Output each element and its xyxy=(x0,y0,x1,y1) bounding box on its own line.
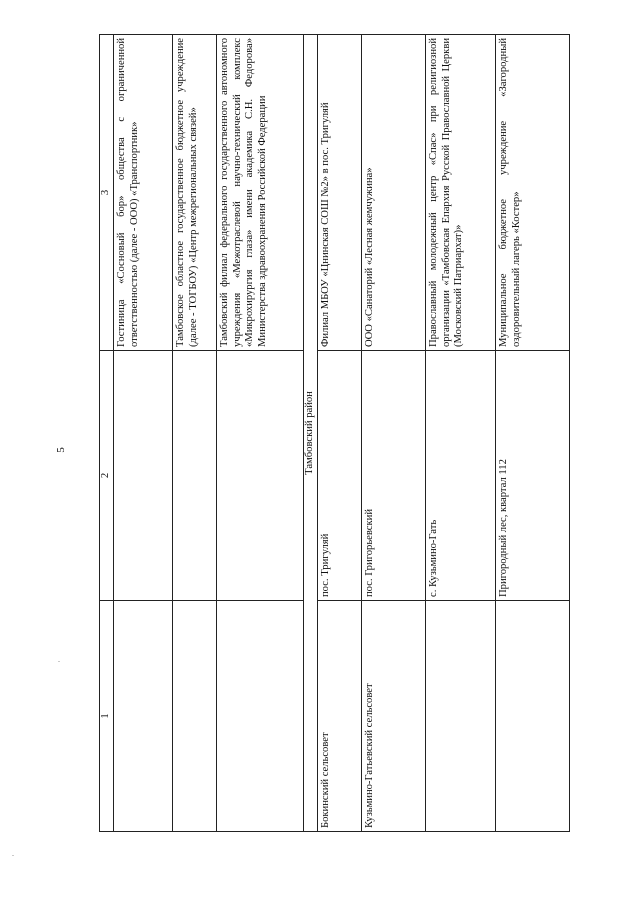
district-cell: Кузьмино-Гатьевский сельсовет xyxy=(362,601,426,832)
column-number: 2 xyxy=(100,351,114,601)
table-row xyxy=(217,35,304,832)
column-numbers-row xyxy=(100,35,114,832)
institution-cell: Гостиница «Сосновый бор» общества с ограниченной ответственностью (далее - ООО) «Транспортник» xyxy=(114,35,173,351)
rotated-table-wrapper xyxy=(99,35,570,832)
section-row xyxy=(304,35,318,832)
table-row xyxy=(318,35,362,832)
locality-cell: с. Кузьмино-Гать xyxy=(426,351,496,601)
column-number: 1 xyxy=(100,601,114,832)
stray-mark: . xyxy=(12,849,14,858)
table-row xyxy=(496,35,570,832)
institution-cell: Филиал МБОУ «Цнинская СОШ №2» в пос. Тригуляй xyxy=(318,35,362,351)
institution-cell: Тамбовское областное государственное бюджетное учреждение (далее - ТОГБОУ) «Центр межрегиональных связей» xyxy=(173,35,217,351)
locality-cell: Пригородный лес, квартал 112 xyxy=(496,351,570,601)
table-row xyxy=(114,35,173,832)
locality-cell xyxy=(173,351,217,601)
table-row xyxy=(426,35,496,832)
stray-mark: . xyxy=(58,655,60,664)
table-row xyxy=(362,35,426,832)
table-row xyxy=(173,35,217,832)
locality-cell: пос. Григорьевский xyxy=(362,351,426,601)
district-cell xyxy=(173,601,217,832)
locality-cell xyxy=(217,351,304,601)
locality-cell xyxy=(114,351,173,601)
institution-cell: Тамбовский филиал федерального государственного автономного учреждения «Межотраслевой научно-технический комплекс «Микрохирургия глаза» имени академика С.Н. Федорова» Министерства здравоохранения Российской Федерации xyxy=(217,35,304,351)
institutions-table xyxy=(99,34,570,832)
district-cell xyxy=(114,601,173,832)
institution-cell: Муниципальное бюджетное учреждение «Загородный оздоровительный лагерь «Костер» xyxy=(496,35,570,351)
district-cell xyxy=(426,601,496,832)
locality-cell: пос. Тригуляй xyxy=(318,351,362,601)
district-cell xyxy=(217,601,304,832)
institution-cell: Православный молодежный центр «Спас» при религиозной организации «Тамбовская Епархия Русской Православной Церкви (Московский Патриархат)» xyxy=(426,35,496,351)
district-cell: Бокинский сельсовет xyxy=(318,601,362,832)
column-number: 3 xyxy=(100,35,114,351)
district-cell xyxy=(496,601,570,832)
page-number: 5 xyxy=(54,447,67,453)
institution-cell: ООО «Санаторий «Лесная жемчужина» xyxy=(362,35,426,351)
section-title: Тамбовский район xyxy=(304,35,318,832)
